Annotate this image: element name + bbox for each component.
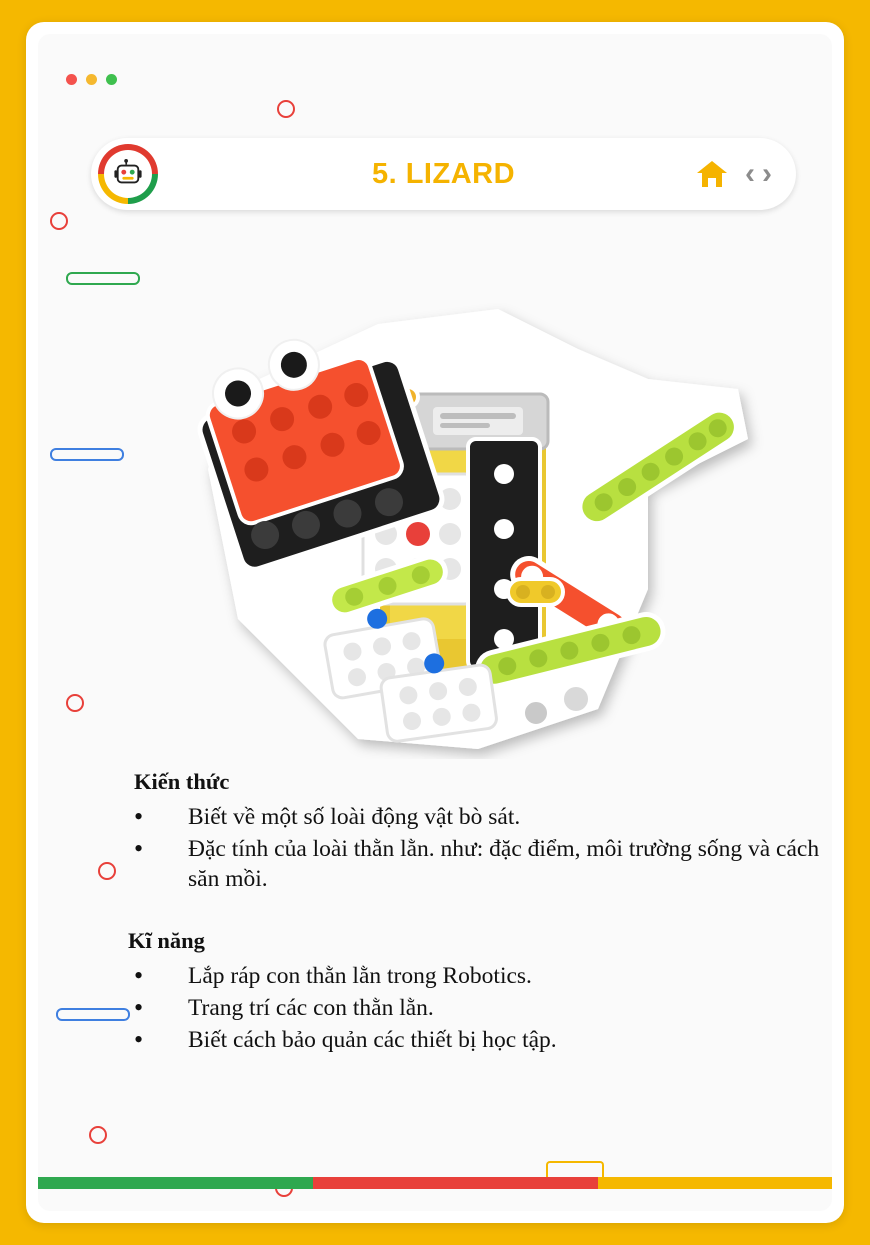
decor-circle-red-1 (277, 100, 295, 118)
lesson-header (91, 138, 796, 210)
footer-color-bar (38, 1177, 832, 1189)
home-icon[interactable] (695, 159, 729, 189)
decor-circle-red-3 (66, 694, 84, 712)
knowledge-list (116, 802, 832, 894)
lesson-content (116, 769, 832, 1057)
footer-segment-red (313, 1177, 598, 1189)
list-item: • Biết về một số loài động vật bò sát. (116, 802, 832, 832)
page-arrows[interactable] (745, 159, 772, 189)
list-item: • Đặc tính của loài thằn lằn. như: đặc điểm, môi trường sống và cách săn mồi. (116, 834, 832, 894)
footer-segment-green (38, 1177, 313, 1189)
list-item: • Lắp ráp con thằn lằn trong Robotics. (116, 961, 832, 991)
page-card (26, 22, 844, 1223)
footer-segment-yellow (598, 1177, 832, 1189)
window-controls[interactable] (66, 74, 117, 85)
header-nav[interactable] (695, 159, 772, 189)
skills-list (116, 961, 832, 1055)
list-item: • Biết cách bảo quản các thiết bị học tập. (116, 1025, 832, 1055)
window-minimize-dot[interactable] (86, 74, 97, 85)
next-page-icon[interactable]: › (762, 157, 772, 190)
footer-tab-marker (546, 1161, 604, 1177)
page-inner-surface (38, 34, 832, 1211)
decor-circle-red-2 (50, 212, 68, 230)
prev-page-icon[interactable]: ‹ (745, 157, 755, 190)
section-heading-skills: Kĩ năng (128, 928, 205, 954)
list-item: • Trang trí các con thằn lằn. (116, 993, 832, 1023)
lizard-robot-svg (178, 289, 768, 759)
decor-bar-blue-1 (50, 448, 124, 461)
decor-circle-red-5 (89, 1126, 107, 1144)
decor-circle-red-4 (98, 862, 116, 880)
window-maximize-dot[interactable] (106, 74, 117, 85)
decor-bar-green (66, 272, 140, 285)
page-title: 5. LIZARD (371, 157, 516, 190)
lizard-model-illustration (178, 289, 768, 759)
section-heading-knowledge: Kiến thức (134, 769, 230, 794)
window-close-dot[interactable] (66, 74, 77, 85)
